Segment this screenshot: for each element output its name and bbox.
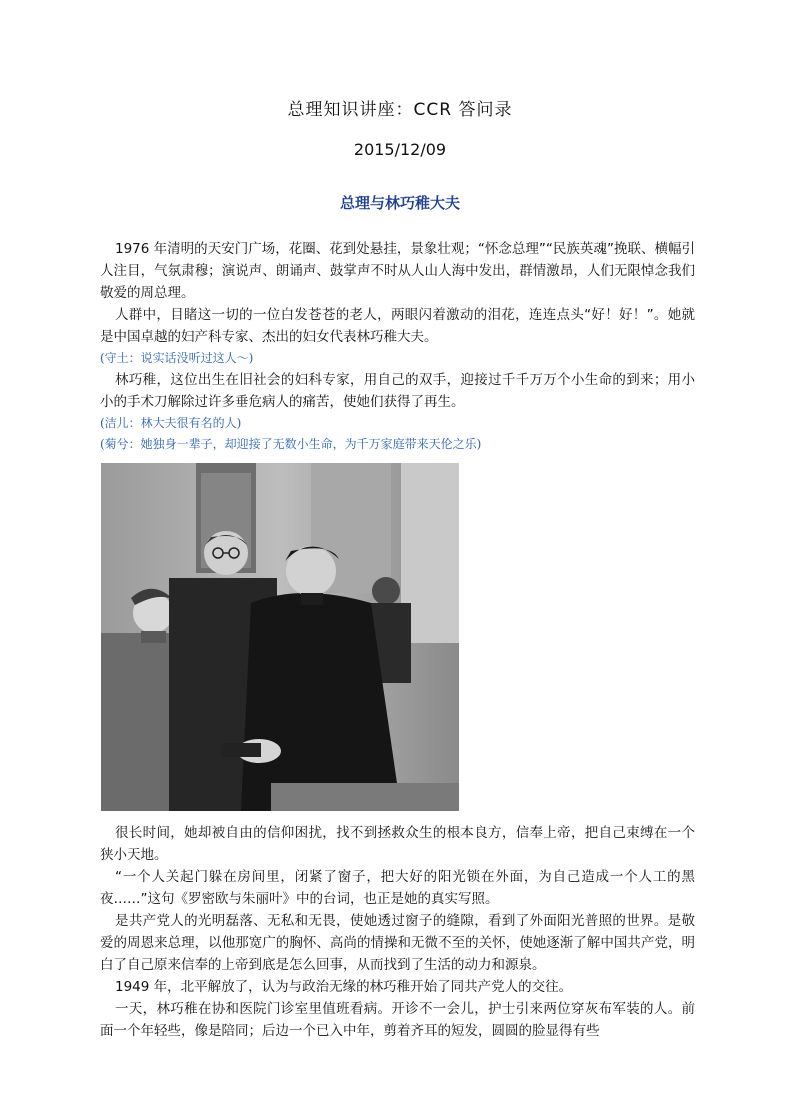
- paragraph: 很长时间，她却被自由的信仰困扰，找不到拯救众生的根本良方，信奉上帝，把自己束缚在一个狭小天地。: [100, 825, 695, 863]
- historical-photo: [101, 463, 459, 811]
- paragraph: 1976 年清明的天安门广场，花圈、花到处悬挂，景象壮观；“怀念总理”“民族英魂”挽联、横幅引人注目，气氛肃穆；演说声、朗诵声、鼓掌声不时从人山人海中发出，群情激昂，人们无限悼念我们敬爱的周总理。: [100, 241, 695, 301]
- article-section-1: [100, 238, 695, 455]
- paragraph: 林巧稚，这位出生在旧社会的妇科专家，用自己的双手，迎接过千千万万个小生命的到来；用小小的手术刀解除过许多垂危病人的痛苦，使她们获得了再生。: [100, 372, 695, 410]
- article-subtitle: 总理与林巧稚大夫: [339, 194, 460, 212]
- article-section-2: [100, 822, 695, 1042]
- document-title: 总理知识讲座：CCR 答问录: [287, 100, 513, 120]
- reader-comment: (洁儿：林大夫很有名的人): [100, 416, 242, 430]
- reader-comment: (菊兮：她独身一辈子，却迎接了无数小生命，为千万家庭带来天伦之乐): [100, 437, 482, 451]
- paragraph: 是共产党人的光明磊落、无私和无畏，使她透过窗子的缝隙，看到了外面阳光普照的世界。是敬爱的周恩来总理，以他那宽广的胸怀、高尚的情操和无微不至的关怀，使她逐渐了解中国共产党，明白了自己原来信奉的上帝到底是怎么回事，从而找到了生活的动力和源泉。: [100, 913, 695, 973]
- document-date: 2015/12/09: [353, 140, 447, 159]
- paragraph: “一个人关起门躲在房间里，闭紧了窗子，把大好的阳光锁在外面，为自己造成一个人工的黑夜……”这句《罗密欧与朱丽叶》中的台词，也正是她的真实写照。: [100, 869, 695, 907]
- paragraph: 1949 年，北平解放了，认为与政治无缘的林巧稚开始了同共产党人的交往。: [115, 979, 573, 995]
- paragraph: 一天，林巧稚在协和医院门诊室里值班看病。开诊不一会儿，护士引来两位穿灰布军装的人。前面一个年轻些，像是陪同；后边一个已入中年，剪着齐耳的短发，圆圆的脸显得有些: [100, 1001, 695, 1039]
- paragraph: 人群中，目睹这一切的一位白发苍苍的老人，两眼闪着激动的泪花，连连点头“好！好！”。她就是中国卓越的妇产科专家、杰出的妇女代表林巧稚大夫。: [100, 307, 695, 345]
- reader-comment: (守土：说实话没听过这人～): [100, 351, 254, 365]
